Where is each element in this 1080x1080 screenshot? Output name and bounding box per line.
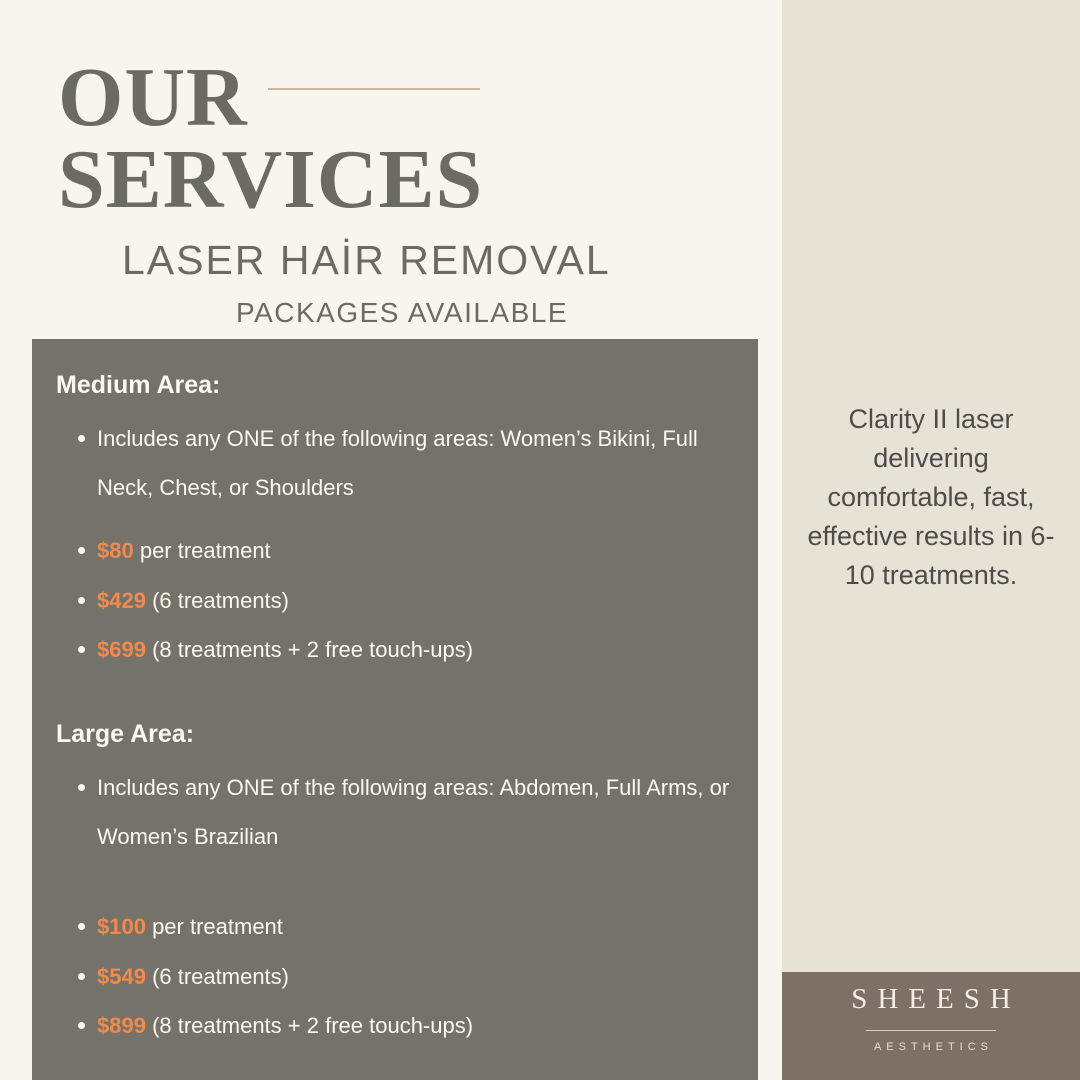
package-price: $100 bbox=[97, 914, 146, 939]
package-detail: per treatment bbox=[145, 914, 283, 939]
title-divider bbox=[268, 88, 480, 90]
large-package-2 bbox=[78, 952, 748, 1001]
package-detail: (8 treatments + 2 free touch-ups) bbox=[145, 1013, 474, 1038]
brand-logo-name: SHEESH bbox=[851, 983, 1021, 1015]
medium-area-includes: Includes any ONE of the following areas: Women’s Bikini, Full Neck, Chest, or Shoulders bbox=[78, 414, 748, 512]
large-package-1 bbox=[78, 902, 748, 951]
large-area-heading: Large Area: bbox=[56, 720, 195, 748]
laser-description: Clarity II laser delivering comfortable, fast, effective results in 6-10 treatments. bbox=[807, 404, 1055, 590]
package-price: $699 bbox=[97, 637, 146, 662]
package-detail: (8 treatments + 2 free touch-ups) bbox=[145, 637, 474, 662]
package-price: $899 bbox=[97, 1013, 146, 1038]
packages-subtitle: PACKAGES AVAILABLE bbox=[236, 297, 569, 328]
page-title-line-1: OUR bbox=[58, 51, 248, 144]
page-title-line-2: SERVICES bbox=[58, 133, 484, 226]
large-area-includes: Includes any ONE of the following areas: Abdomen, Full Arms, or Women’s Brazilian bbox=[78, 763, 748, 861]
package-price: $429 bbox=[97, 588, 146, 613]
logo-divider bbox=[866, 1030, 996, 1031]
package-price: $80 bbox=[97, 538, 134, 563]
service-name: LASER HAİR REMOVAL bbox=[122, 237, 611, 283]
medium-area-heading: Medium Area: bbox=[56, 371, 221, 399]
large-package-3 bbox=[78, 1001, 748, 1050]
package-detail: (6 treatments) bbox=[145, 964, 289, 989]
medium-package-3 bbox=[78, 625, 748, 674]
package-detail: (6 treatments) bbox=[145, 588, 289, 613]
medium-package-2 bbox=[78, 576, 748, 625]
package-price: $549 bbox=[97, 964, 146, 989]
medium-package-1 bbox=[78, 526, 748, 575]
package-detail: per treatment bbox=[133, 538, 271, 563]
brand-logo-tagline: AESTHETICS bbox=[873, 1041, 994, 1053]
